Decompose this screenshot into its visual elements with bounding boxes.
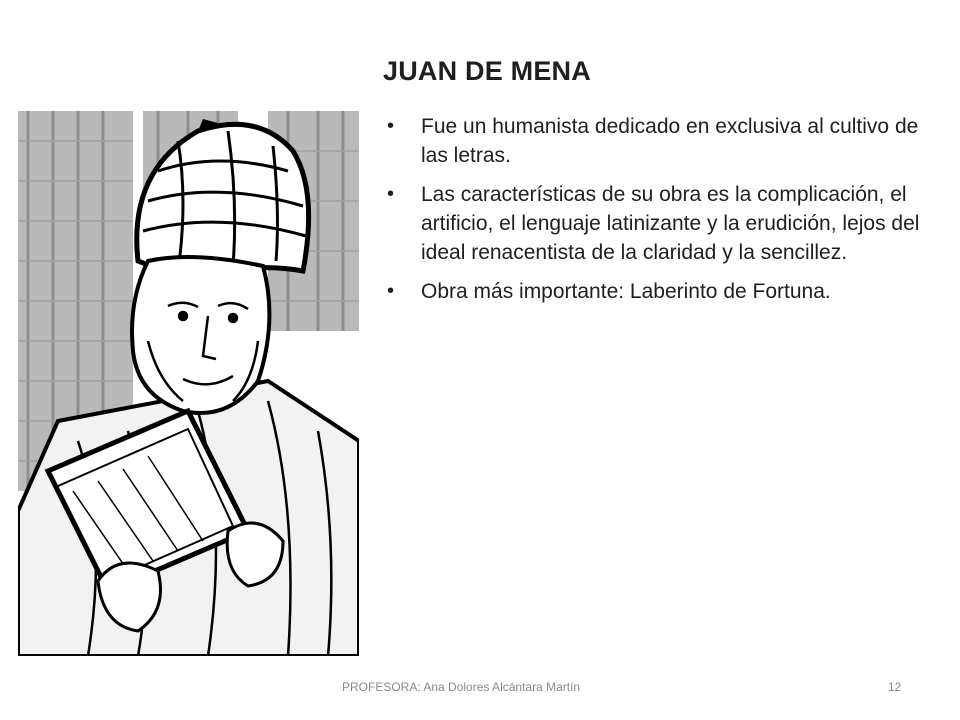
bullet-item [384, 112, 924, 170]
footer-author: PROFESORA: Ana Dolores Alcántara Martín [342, 680, 581, 694]
bullet-item [384, 277, 924, 306]
bullet-list [384, 112, 924, 316]
bullet-item [384, 180, 924, 267]
slide-title: JUAN DE MENA [383, 56, 591, 86]
bullet-marker: • [387, 115, 395, 137]
bullet-marker: • [387, 183, 395, 205]
portrait-woodcut-image [18, 111, 359, 656]
bullet-text: Fue un humanista dedicado en exclusiva al cultivo de las letras. [421, 115, 919, 167]
bullet-text: Las características de su obra es la complicación, el artificio, el lenguaje latinizante y la erudición, lejos del ideal renacentista de la claridad y la sencillez. [421, 183, 920, 264]
bullet-marker: • [387, 280, 395, 302]
page-number: 12 [888, 680, 902, 694]
bullet-text: Obra más importante: Laberinto de Fortuna. [421, 280, 831, 303]
